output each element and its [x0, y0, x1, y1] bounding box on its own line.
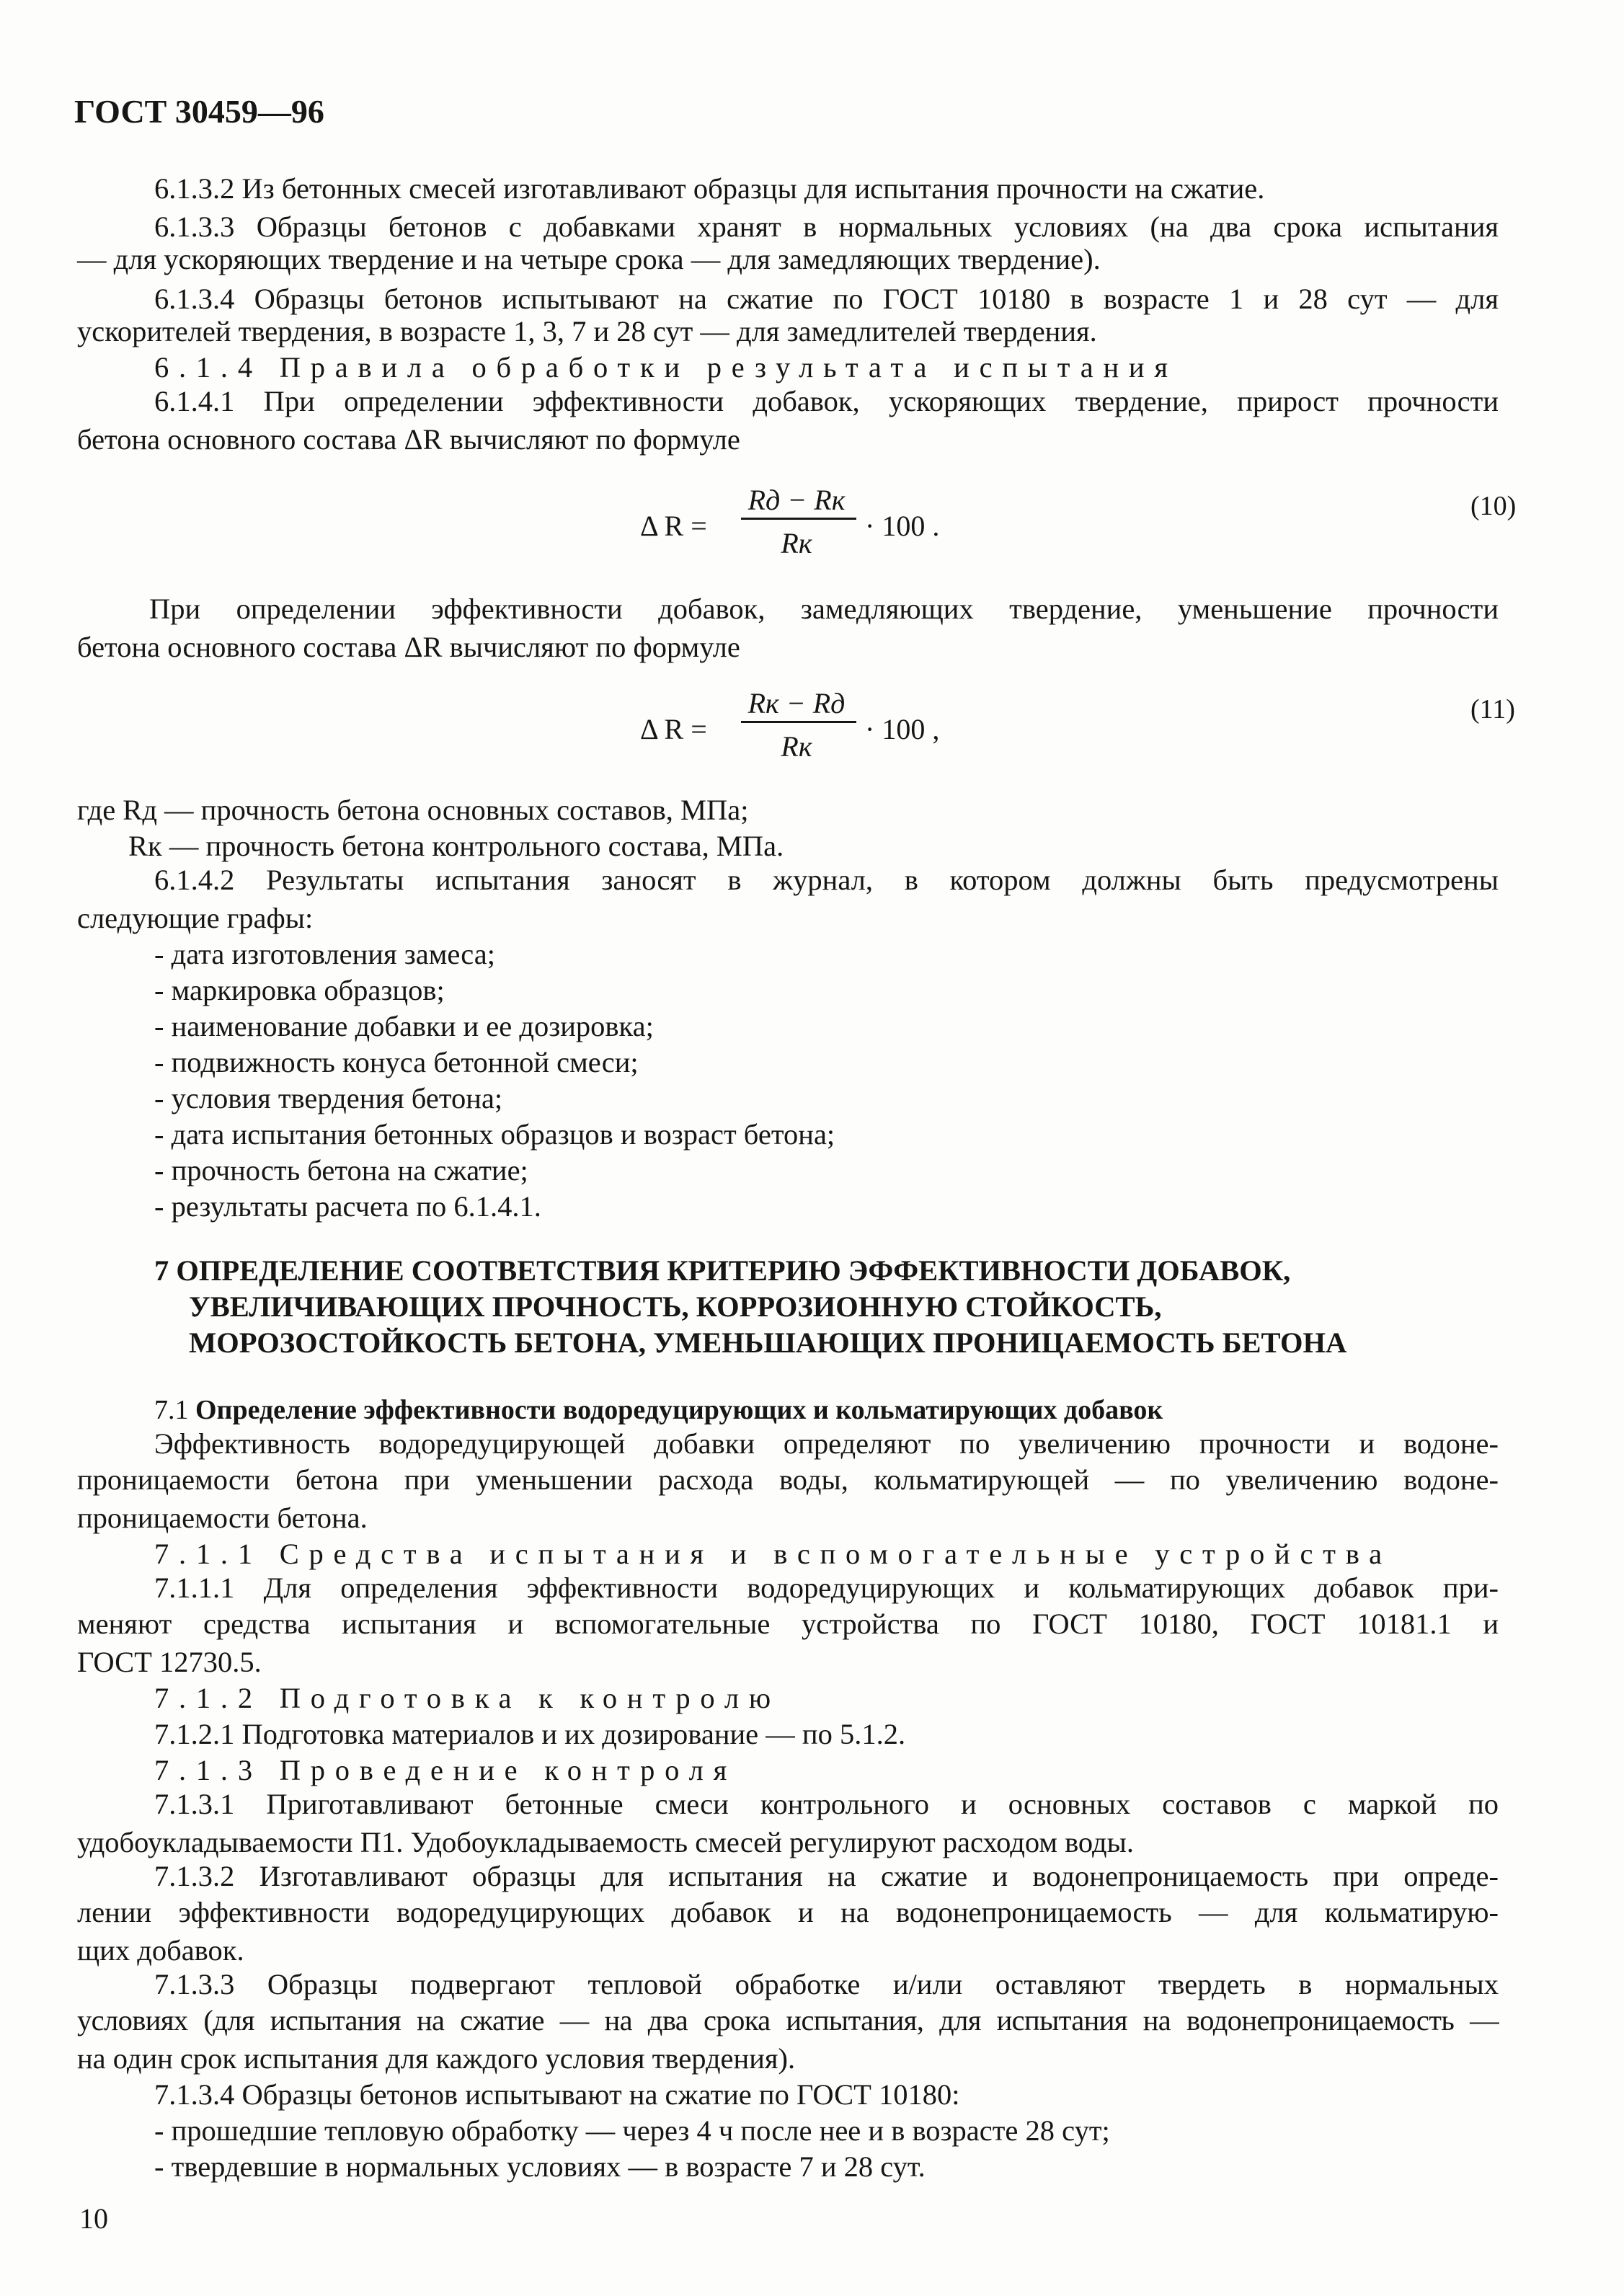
formula-denominator: Rк [781, 527, 812, 559]
text-line: на один срок испытания для каждого условия твердения). [77, 2042, 796, 2075]
text-line: меняют средства испытания и вспомогательные устройства по ГОСТ 10180, ГОСТ 10181.1 и [77, 1608, 1499, 1640]
formula-tail: · 100 , [865, 713, 940, 745]
list-item: - твердевшие в нормальных условиях — в возрасте 7 и 28 сут. [154, 2150, 926, 2183]
text-line: При определении эффективности добавок, замедляющих твердение, уменьшение прочности [149, 593, 1499, 625]
fraction-bar [741, 518, 856, 520]
list-item: - наименование добавки и ее дозировка; [154, 1010, 654, 1042]
formula-numerator: Rк − Rд [747, 687, 846, 719]
text-line: щих добавок. [77, 1934, 244, 1967]
list-item: - дата изготовления замеса; [154, 938, 496, 970]
text-line: проницаемости бетона при уменьшении расхода воды, кольматирующей — по увеличению водоне- [77, 1463, 1499, 1496]
text-line: 7.1.3.1 Приготавливают бетонные смеси контрольного и основных составов с маркой по [154, 1788, 1499, 1820]
fraction-bar [741, 721, 856, 723]
text-line: 7.1.3.4 Образцы бетонов испытывают на сжатие по ГОСТ 10180: [154, 2078, 960, 2111]
list-item: - результаты расчета по 6.1.4.1. [154, 1190, 541, 1223]
subsection-title: 7.1.1 Средства испытания и вспомогательные устройства [154, 1538, 1392, 1570]
list-item: - прочность бетона на сжатие; [154, 1154, 528, 1187]
text-line: — для ускоряющих твердение и на четыре срока — для замедляющих твердение). [77, 243, 1101, 275]
text-line: бетона основного состава ΔR вычисляют по формуле [77, 631, 740, 663]
section-heading: МОРОЗОСТОЙКОСТЬ БЕТОНА, УМЕНЬШАЮЩИХ ПРОНИЦАЕМОСТЬ БЕТОНА [189, 1326, 1347, 1359]
text-line: ГОСТ 12730.5. [77, 1646, 262, 1678]
text-line: 7.1.3.2 Изготавливают образцы для испытания на сжатие и водонепроницаемость при опреде- [154, 1860, 1499, 1892]
page-number: 10 [79, 2202, 108, 2235]
section-heading: УВЕЛИЧИВАЮЩИХ ПРОЧНОСТЬ, КОРРОЗИОННУЮ СТОЙКОСТЬ, [189, 1290, 1162, 1323]
subsection-title: 7.1.3 Проведение контроля [154, 1754, 737, 1786]
page-header: ГОСТ 30459—96 [74, 93, 324, 130]
text-line: Эффективность водоредуцирующей добавки определяют по увеличению прочности и водоне- [154, 1427, 1499, 1460]
formula-denominator: Rк [781, 730, 812, 763]
subsection-title: 7.1.2 Подготовка к контролю [154, 1682, 781, 1714]
text-line: условиях (для испытания на сжатие — на два срока испытания, для испытания на водонепроницаемость — [77, 2004, 1499, 2036]
list-item: - условия твердения бетона; [154, 1082, 503, 1114]
text-line: Rк — прочность бетона контрольного состава, МПа. [128, 830, 784, 862]
list-item: - прошедшие тепловую обработку — через 4 ч после нее и в возрасте 28 сут; [154, 2114, 1110, 2147]
list-item: - маркировка образцов; [154, 974, 445, 1006]
text-line: проницаемости бетона. [77, 1502, 368, 1534]
list-item: - подвижность конуса бетонной смеси; [154, 1046, 639, 1078]
text-line: бетона основного состава ΔR вычисляют по формуле [77, 423, 740, 456]
text-line: 7.1.1.1 Для определения эффективности водоредуцирующих и кольматирующих добавок при- [154, 1572, 1499, 1604]
list-item: - дата испытания бетонных образцов и возраст бетона; [154, 1118, 835, 1151]
text-line: 6.1.3.4 Образцы бетонов испытывают на сжатие по ГОСТ 10180 в возрасте 1 и 28 сут — для [154, 283, 1499, 315]
formula-number: (10) [1470, 491, 1517, 521]
text-line: 6.1.3.2 Из бетонных смесей изготавливают образцы для испытания прочности на сжатие. [154, 172, 1265, 205]
subsection-heading [154, 1396, 1163, 1424]
subsection-title: 6.1.4 Правила обработки результата испытания [154, 351, 1178, 384]
formula-lhs: Δ R = [640, 510, 707, 542]
formula-number: (11) [1470, 694, 1515, 724]
subsection-number: 7.1 [154, 1395, 189, 1425]
section-heading: 7 ОПРЕДЕЛЕНИЕ СООТВЕТСТВИЯ КРИТЕРИЮ ЭФФЕКТИВНОСТИ ДОБАВОК, [154, 1254, 1291, 1287]
text-line: 7.1.3.3 Образцы подвергают тепловой обработке и/или оставляют твердеть в нормальных [154, 1968, 1499, 2000]
subsection-title: Определение эффективности водоредуцирующих и кольматирующих добавок [195, 1395, 1163, 1425]
text-line: где Rд — прочность бетона основных составов, МПа; [77, 794, 749, 826]
text-line: 6.1.3.3 Образцы бетонов с добавками хранят в нормальных условиях (на два срока испытания [154, 210, 1499, 243]
text-line: следующие графы: [77, 902, 314, 934]
formula-tail: · 100 . [865, 510, 940, 542]
text-line: 6.1.4.1 При определении эффективности добавок, ускоряющих твердение, прирост прочности [154, 385, 1499, 417]
text-line: лении эффективности водоредуцирующих добавок и на водонепроницаемость — для кольматирую- [77, 1896, 1499, 1928]
formula-lhs: Δ R = [640, 713, 707, 745]
text-line: 7.1.2.1 Подготовка материалов и их дозирование — по 5.1.2. [154, 1718, 906, 1750]
text-line: удобоукладываемости П1. Удобоукладываемость смесей регулируют расходом воды. [77, 1826, 1134, 1858]
text-line: ускорителей твердения, в возрасте 1, 3, 7 и 28 сут — для замедлителей твердения. [77, 315, 1097, 347]
text-line: 6.1.4.2 Результаты испытания заносят в журнал, в котором должны быть предусмотрены [154, 864, 1499, 896]
formula-numerator: Rд − Rк [747, 484, 846, 516]
